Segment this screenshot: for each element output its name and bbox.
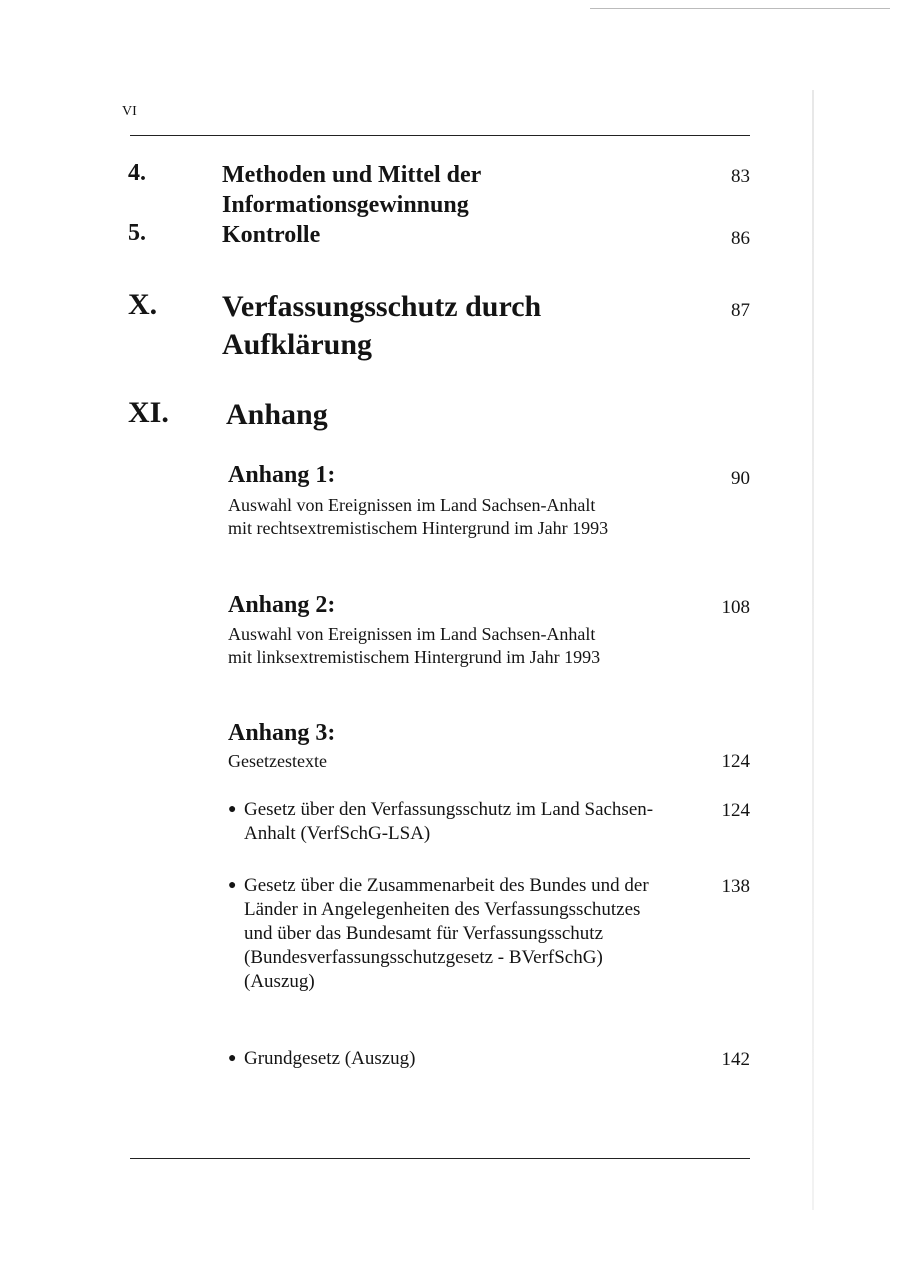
page-number: 108: [721, 597, 750, 618]
law-item: [228, 798, 684, 846]
appendix-title: Anhang 2:: [228, 592, 336, 618]
section-number: 4.: [128, 160, 146, 186]
page-number: 124: [721, 751, 750, 772]
page-number: 87: [731, 300, 750, 321]
law-item: [228, 1047, 684, 1071]
appendix-description: Auswahl von Ereignissen im Land Sachsen-Anhalt mit linksextremistischem Hintergrund im Jahr 1993: [228, 624, 601, 667]
appendix-title: Anhang 3:: [228, 720, 336, 746]
appendix-title: Anhang 1:: [228, 462, 336, 488]
scan-edge-top: [590, 8, 890, 9]
page-number: 83: [731, 166, 750, 187]
section-number: 5.: [128, 220, 146, 246]
bullet-glyph: ●: [228, 878, 237, 893]
page-number: 90: [731, 468, 750, 489]
header-rule: [130, 135, 750, 136]
page-number: 86: [731, 228, 750, 249]
section-title: Methoden und Mittel der Informationsgewinnung: [222, 162, 481, 218]
law-item-text: Grundgesetz (Auszug): [244, 1048, 416, 1069]
footer-rule: [130, 1158, 750, 1159]
page-header-number: VI: [122, 104, 137, 119]
appendix-description: Auswahl von Ereignissen im Land Sachsen-Anhalt mit rechtsextremistischem Hintergrund im Jahr 1993: [228, 495, 609, 538]
appendix-subtitle: Gesetzestexte: [228, 751, 327, 771]
section-title: Kontrolle: [222, 222, 321, 248]
bullet-glyph: ●: [228, 1051, 237, 1066]
chapter-number: X.: [128, 288, 158, 321]
chapter-title: Verfassungsschutz durch Aufklärung: [222, 290, 542, 361]
chapter-title: Anhang: [226, 398, 328, 431]
law-item-text: Gesetz über die Zusammenarbeit des Bundes und der Länder in Angelegenheiten des Verfassungsschutzes und über das Bundesamt für Verfassungsschutz (Bundesverfassungsschutzgesetz - BVerfSchG) (Auszug): [244, 875, 649, 992]
law-item-text: Gesetz über den Verfassungsschutz im Land Sachsen-Anhalt (VerfSchG-LSA): [244, 799, 654, 844]
law-item: [228, 874, 664, 994]
page-number: 138: [721, 876, 750, 897]
page-number: 142: [721, 1049, 750, 1070]
bullet-glyph: ●: [228, 802, 237, 817]
page-number: 124: [721, 800, 750, 821]
chapter-number: XI.: [128, 396, 169, 429]
scan-edge-right: [812, 90, 814, 1210]
